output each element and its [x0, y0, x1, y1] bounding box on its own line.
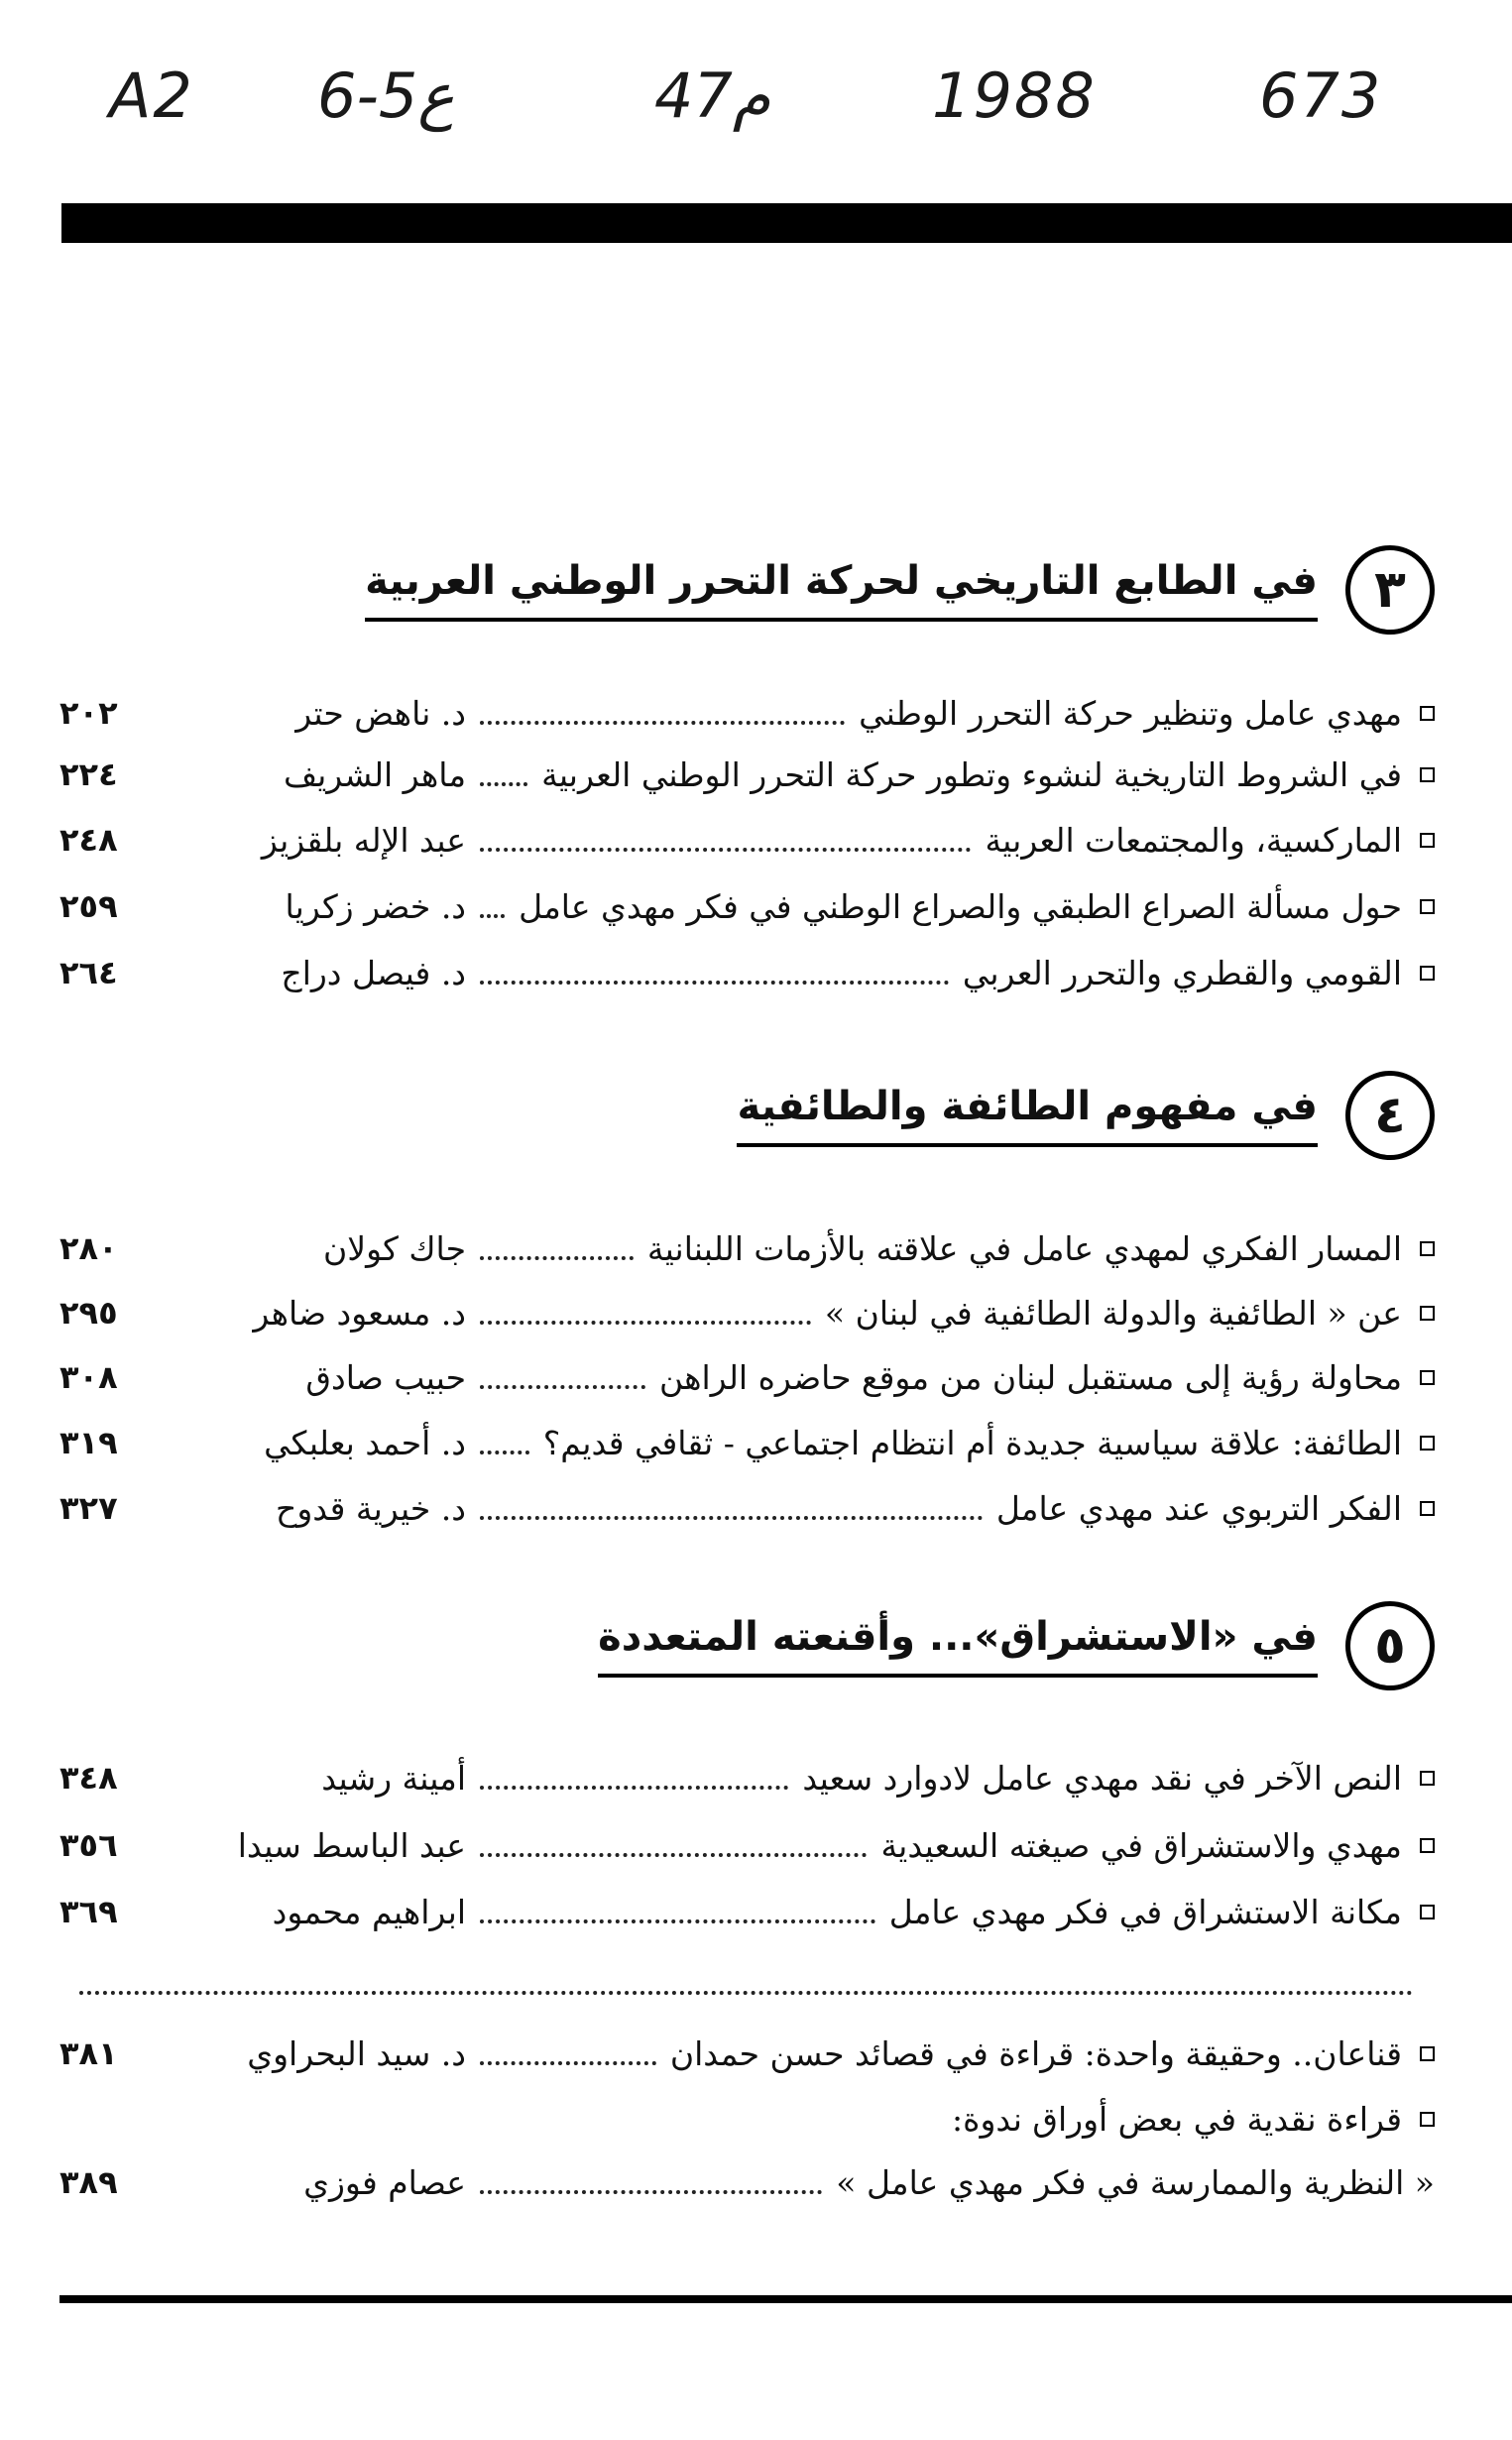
checkbox-icon: [1420, 1370, 1435, 1385]
entry-title: قراءة نقدية في بعض أوراق ندوة:: [952, 2099, 1402, 2139]
dot-leader: [480, 681, 845, 725]
toc-entry[interactable]: [59, 809, 1435, 871]
entry-author: د. مسعود ضاهر: [253, 1293, 466, 1333]
handwritten-pages: 47م: [654, 59, 771, 132]
toc-entry[interactable]: [59, 1881, 1435, 1942]
entry-title: حول مسألة الصراع الطبقي والصراع الوطني في فكر مهدي عامل: [519, 886, 1402, 926]
section-heading-3: [365, 535, 1435, 644]
toc-entry[interactable]: [59, 2151, 1435, 2213]
entry-author: د. خيرية قدوح: [276, 1488, 466, 1528]
entry-page: ٣٨١: [59, 2034, 118, 2072]
entry-title: مهدي والاستشراق في صيغته السعيدية: [880, 1825, 1402, 1865]
entry-author: د. خضر زكريا: [285, 886, 466, 926]
entry-author: ابراهيم محمود: [272, 1892, 466, 1931]
checkbox-icon: [1420, 1771, 1435, 1786]
entry-page: ٢٨٠: [59, 1229, 118, 1267]
entry-page: ٢٦٤: [59, 954, 118, 991]
entry-title: الماركسية، والمجتمعات العربية: [985, 820, 1402, 860]
section-title: في الطابع التاريخي لحركة التحرر الوطني العربية: [365, 558, 1318, 622]
toc-entry[interactable]: [59, 1814, 1435, 1876]
dot-leader: [480, 1746, 788, 1790]
toc-entry[interactable]: [59, 942, 1435, 1003]
section-number-badge: ٣: [1345, 545, 1435, 635]
dot-leader: [480, 743, 527, 786]
toc-entry[interactable]: [59, 1747, 1435, 1808]
entry-author: د. ناهض حتر: [295, 693, 466, 733]
checkbox-icon: [1420, 1241, 1435, 1256]
entry-author: د. أحمد بعلبكي: [264, 1423, 466, 1462]
dot-leader: [480, 2022, 656, 2065]
entry-page: ٣٤٨: [59, 1759, 118, 1797]
section-number-badge: ٤: [1345, 1071, 1435, 1160]
dot-leader: [480, 1880, 875, 1923]
toc-entry[interactable]: [59, 2023, 1435, 2084]
entry-page: ٢٤٨: [59, 821, 118, 859]
checkbox-icon: [1420, 767, 1435, 782]
entry-page: ٢٠٢: [59, 694, 118, 732]
entry-author: أمينة رشيد: [321, 1758, 466, 1798]
toc-entry[interactable]: [59, 744, 1435, 805]
dot-leader: [480, 1411, 529, 1454]
entry-title: محاولة رؤية إلى مستقبل لبنان من موقع حاضره الراهن: [658, 1357, 1402, 1397]
dot-leader: [480, 941, 949, 985]
entry-author: عصام فوزي: [303, 2162, 466, 2202]
dot-leader: [480, 2089, 938, 2129]
entry-author: جاك كولان: [323, 1228, 466, 1268]
toc-entry[interactable]: [59, 1218, 1435, 1279]
entry-page: ٣٨٩: [59, 2163, 118, 2201]
entry-page: ٣٥٦: [59, 1826, 118, 1864]
bottom-rule: [59, 2295, 1512, 2303]
entry-title: المسار الفكري لمهدي عامل في علاقته بالأزمات اللبنانية: [646, 1228, 1402, 1268]
top-black-bar: [61, 203, 1512, 243]
handwritten-year: 1988: [932, 59, 1097, 132]
entry-author: حبيب صادق: [305, 1357, 466, 1397]
toc-entry[interactable]: [59, 1477, 1435, 1539]
dot-leader: [480, 2150, 822, 2194]
toc-entry[interactable]: [59, 2088, 1435, 2150]
entry-page: ٣٢٧: [59, 1489, 118, 1527]
section-title: في «الاستشراق»... وأقنعته المتعددة: [598, 1614, 1318, 1678]
toc-entry[interactable]: [59, 682, 1435, 744]
entry-page: ٢٥٩: [59, 887, 118, 925]
checkbox-icon: [1420, 2112, 1435, 2127]
section-title: في مفهوم الطائفة والطائفية: [737, 1084, 1318, 1147]
checkbox-icon: [1420, 1436, 1435, 1451]
entry-title: مهدي عامل وتنظير حركة التحرر الوطني: [859, 693, 1402, 733]
entry-title: النص الآخر في نقد مهدي عامل لادوارد سعيد: [802, 1758, 1402, 1798]
entry-page: ٣١٩: [59, 1424, 118, 1461]
dot-leader: [480, 1281, 811, 1325]
handwritten-issue: 6-5ع: [317, 59, 455, 132]
checkbox-icon: [1420, 706, 1435, 721]
checkbox-icon: [1420, 1306, 1435, 1321]
entry-title: قناعان.. وحقيقة واحدة: قراءة في قصائد حسن حمدان: [669, 2033, 1402, 2073]
handwritten-number: 673: [1259, 59, 1383, 132]
entry-author: د. سيد البحراوي: [247, 2033, 466, 2073]
checkbox-icon: [1420, 966, 1435, 981]
dot-leader: [480, 808, 971, 852]
entry-author: د. فيصل دراج: [281, 953, 466, 992]
dot-leader: [480, 1476, 983, 1520]
dot-leader: [480, 1217, 634, 1260]
entry-page: ٢٢٤: [59, 755, 118, 793]
checkbox-icon: [1420, 899, 1435, 914]
entry-page: ٣٠٨: [59, 1358, 118, 1396]
entry-author: عبد الباسط سيدا: [237, 1825, 466, 1865]
section-heading-4: [737, 1061, 1435, 1170]
dotted-separator: [79, 1991, 1413, 1995]
entry-title: الطائفة: علاقة سياسية جديدة أم انتظام اجتماعي - ثقافي قديم؟: [542, 1423, 1402, 1462]
dot-leader: [480, 1813, 867, 1857]
entry-title: « النظرية والممارسة في فكر مهدي عامل »: [836, 2162, 1435, 2202]
dot-leader: [480, 874, 505, 918]
section-heading-5: [598, 1591, 1435, 1700]
entry-title: الفكر التربوي عند مهدي عامل: [995, 1488, 1402, 1528]
entry-author: عبد الإله بلقزيز: [261, 820, 466, 860]
toc-entry[interactable]: [59, 1346, 1435, 1408]
entry-title: في الشروط التاريخية لنشوء وتطور حركة التحرر الوطني العربية: [541, 755, 1402, 794]
entry-title: القومي والقطري والتحرر العربي: [962, 953, 1402, 992]
entry-page: ٢٩٥: [59, 1294, 118, 1332]
section-number-badge: ٥: [1345, 1601, 1435, 1690]
toc-entry[interactable]: [59, 1412, 1435, 1473]
entry-page: ٣٦٩: [59, 1893, 118, 1930]
entry-author: ماهر الشريف: [283, 755, 466, 794]
toc-entry[interactable]: [59, 875, 1435, 937]
handwritten-code: A2: [109, 59, 194, 132]
entry-title: مكانة الاستشراق في فكر مهدي عامل: [888, 1892, 1402, 1931]
dot-leader: [480, 1345, 645, 1389]
checkbox-icon: [1420, 833, 1435, 848]
checkbox-icon: [1420, 1501, 1435, 1516]
checkbox-icon: [1420, 1838, 1435, 1853]
checkbox-icon: [1420, 2046, 1435, 2061]
entry-title: عن « الطائفية والدولة الطائفية في لبنان »: [824, 1293, 1402, 1333]
checkbox-icon: [1420, 1905, 1435, 1919]
toc-entry[interactable]: [59, 1282, 1435, 1343]
